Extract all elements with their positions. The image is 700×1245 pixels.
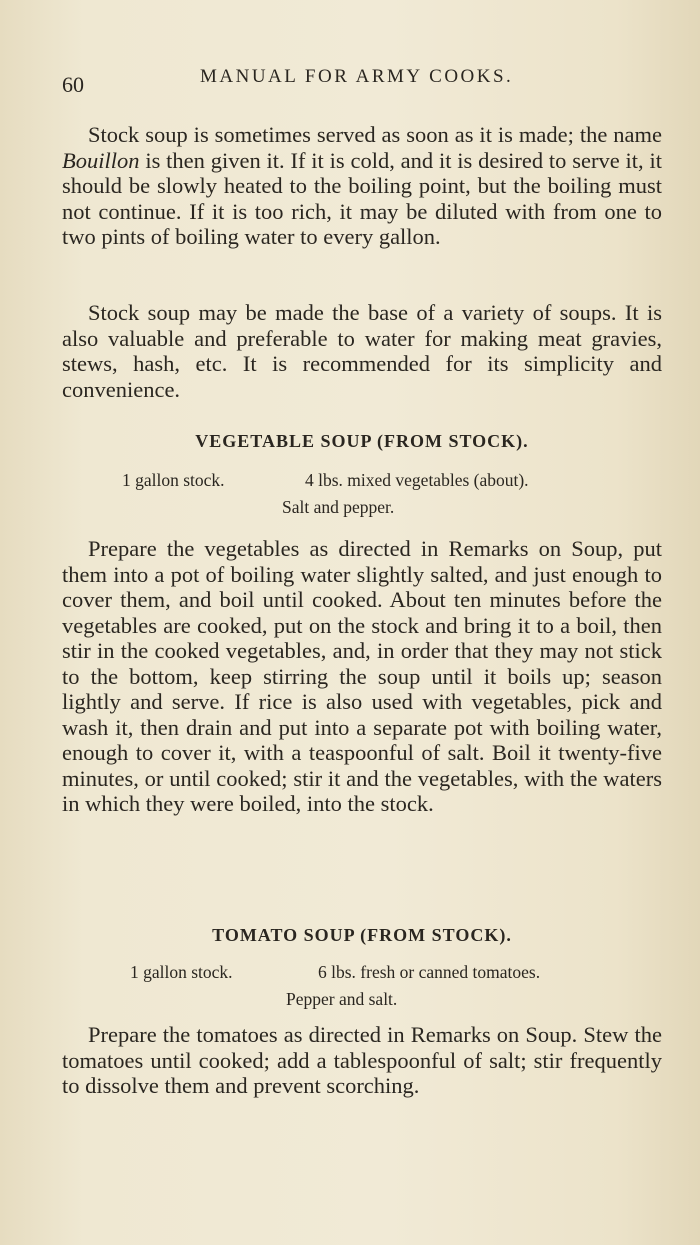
ingredient-seasoning: Salt and pepper.: [282, 497, 395, 517]
ingredient-stock: 1 gallon stock.: [130, 962, 233, 982]
ingredient-stock: 1 gallon stock.: [122, 470, 225, 490]
ingredient-seasoning: Pepper and salt.: [286, 989, 398, 1009]
stock-uses-text: Stock soup may be made the base of a variety of soups. It is also valuable and preferable to water for making meat gravies, stews, hash, etc. It is recommended for its simplicity and convenience.: [62, 300, 662, 402]
vegetable-soup-heading: VEGETABLE SOUP (FROM STOCK).: [195, 431, 529, 451]
tomato-soup-ingredients: [62, 962, 662, 1016]
page-header: [62, 66, 662, 96]
vegetable-soup-ingredients: [62, 470, 662, 524]
vegetable-directions-text: Prepare the vegetables as directed in Remarks on Soup, put them into a pot of boiling water slightly salted, and just enough to cover them, and boil until cooked. About ten minutes before the vegetables are cooked, put on the stock and bring it to a boil, then stir in the cooked vegetables, and, in order that they may not stick to the bottom, keep stirring the soup until it boils up; season lightly and serve. If rice is also used with vegetables, pick and wash it, then drain and put into a separate pot with boiling water, enough to cover it, with a teaspoonful of salt. Boil it twenty-five minutes, or until cooked; stir it and the vegetables, with the waters in which they were boiled, into the stock.: [62, 536, 662, 816]
stock-soup-uses-paragraph: [62, 300, 662, 402]
running-title: MANUAL FOR ARMY COOKS.: [200, 66, 514, 87]
tomato-soup-directions: [62, 1022, 662, 1099]
stock-soup-paragraph: [62, 122, 662, 250]
ingredient-vegetables: 4 lbs. mixed vegetables (about).: [305, 470, 529, 490]
bouillon-term: Bouillon: [62, 147, 140, 173]
page-number: 60: [62, 72, 84, 97]
tomato-directions-text: Prepare the tomatoes as directed in Remarks on Soup. Stew the tomatoes until cooked; add a tablespoonful of salt; stir frequently to dissolve them and prevent scorching.: [62, 1022, 662, 1098]
stock-text-start: Stock soup is sometimes served as soon as it is made; the name: [88, 122, 662, 147]
stock-text-end: is then given it. If it is cold, and it is desired to serve it, it should be slowly heated to the boiling point, but the boiling must not continue. If it is too rich, it may be diluted with from one to two pints of boiling water to every gallon.: [62, 147, 662, 249]
ingredient-tomatoes: 6 lbs. fresh or canned tomatoes.: [318, 962, 541, 982]
tomato-soup-heading: TOMATO SOUP (FROM STOCK).: [212, 925, 512, 945]
vegetable-soup-directions: [62, 536, 662, 817]
